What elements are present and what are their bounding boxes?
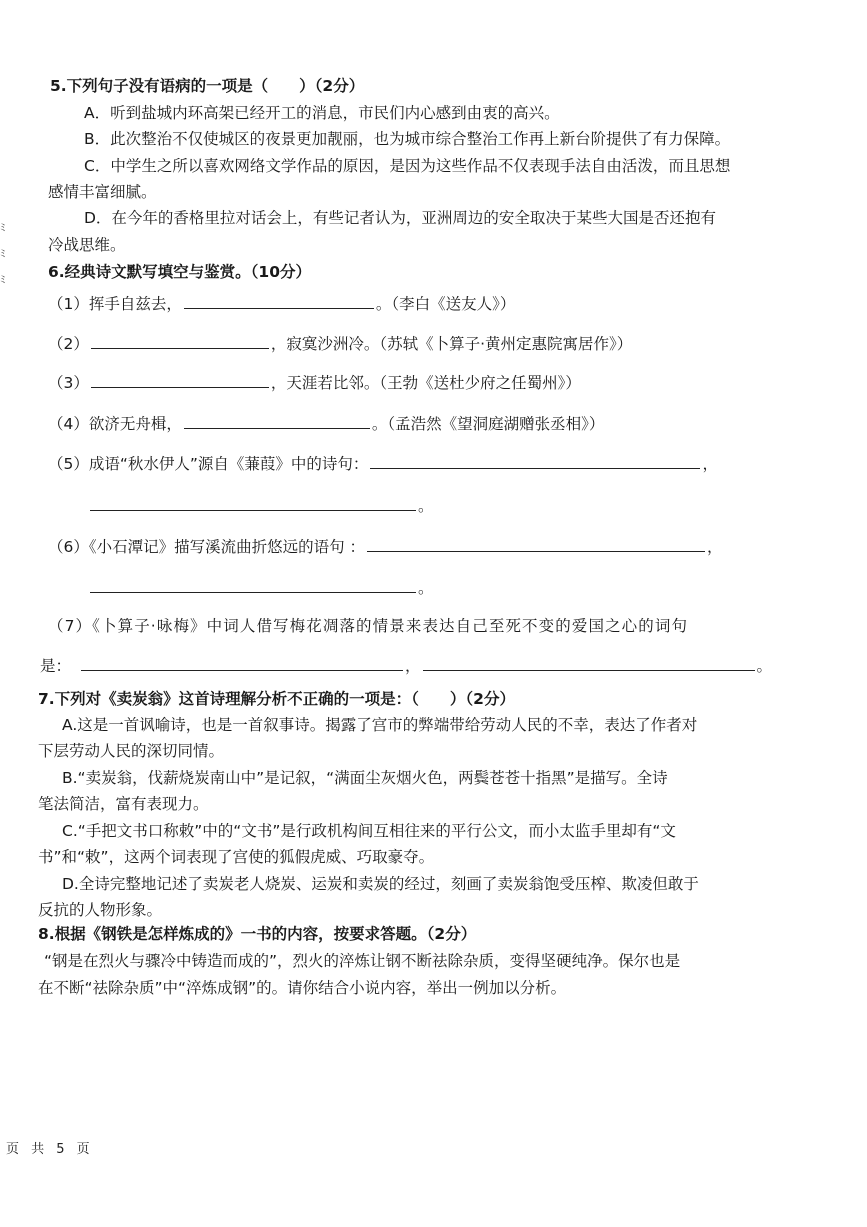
answer-blank[interactable]: [370, 453, 700, 469]
q7-option-c-line2: 书”和“敕”，这两个词表现了宫使的狐假虎威、巧取豪夺。: [38, 848, 435, 866]
answer-blank[interactable]: [81, 655, 403, 671]
q6-item-4: [48, 412, 604, 436]
q6-item-4-suffix: 。（孟浩然《望洞庭湖赠张丞相》）: [371, 415, 605, 433]
q6-item-2: [48, 332, 632, 356]
q6-item-7-comma: ，: [405, 657, 421, 675]
q6-item-5-prefix: （5）成语“秋水伊人”源自《蒹葭》中的诗句：: [48, 455, 369, 473]
q5-option-d-line1: D．在今年的香格里拉对话会上，有些记者认为，亚洲周边的安全取决于某些大国是否还抱有: [84, 209, 716, 227]
q6-item-7-line2: [40, 654, 772, 678]
q6-item-2-prefix: （2）: [48, 335, 89, 353]
q5-option-c-line2: 感情丰富细腻。: [48, 183, 157, 201]
answer-blank[interactable]: [90, 495, 416, 511]
q8-prompt-line1: “钢是在烈火与骤冷中铸造而成的”，烈火的淬炼让钢不断祛除杂质，变得坚硬纯净。保尔也是: [44, 952, 681, 970]
answer-blank[interactable]: [367, 536, 705, 552]
q5-option-b: B．此次整治不仅使城区的夜景更加靓丽，也为城市综合整治工作再上新台阶提供了有力保障。: [84, 130, 731, 148]
q5-option-c-line1: C．中学生之所以喜欢网络文学作品的原因，是因为这些作品不仅表现手法自由活泼，而且思想: [84, 157, 731, 175]
q7-option-c-line1: C.“手把文书口称敕”中的“文书”是行政机构间互相往来的平行公文，而小太监手里却有“文: [62, 822, 676, 840]
answer-blank[interactable]: [91, 372, 269, 388]
q5-option-d-line2: 冷战思维。: [48, 236, 126, 254]
q6-item-5-period: 。: [418, 497, 434, 515]
q6-title: 6.经典诗文默写填空与鉴赏。（10分）: [48, 263, 311, 281]
q6-item-5-comma: ，: [702, 455, 718, 473]
q6-item-5-line2: [88, 494, 434, 518]
q6-item-7-prefix: 是：: [40, 657, 72, 675]
q6-item-1-prefix: （1）挥手自兹去，: [48, 295, 182, 313]
q6-item-7-period: 。: [756, 657, 773, 675]
q5-option-a: A．听到盐城内环高架已经开工的消息，市民们内心感到由衷的高兴。: [84, 104, 560, 122]
q6-item-1: [48, 292, 515, 316]
q6-item-3: [48, 371, 581, 395]
q6-item-4-prefix: （4）欲济无舟楫，: [48, 415, 182, 433]
q6-item-6-period: 。: [418, 579, 434, 597]
answer-blank[interactable]: [184, 413, 370, 429]
answer-blank[interactable]: [90, 577, 416, 593]
q6-item-6-line2: [88, 576, 434, 600]
binding-margin-marks: ﾐ ﾐ ﾐ: [0, 221, 6, 286]
answer-blank[interactable]: [184, 293, 374, 309]
q6-item-3-suffix: ，天涯若比邻。（王勃《送杜少府之任蜀州》）: [270, 374, 581, 392]
q6-item-2-suffix: ，寂寞沙洲冷。（苏轼《卜算子·黄州定惠院寓居作》）: [270, 335, 633, 353]
q5-title: 5.下列句子没有语病的一项是（ ）（2分）: [50, 77, 365, 95]
q7-option-b-line2: 笔法简洁，富有表现力。: [38, 795, 209, 813]
page-footer: 页 共 5 页: [6, 1142, 94, 1157]
q7-option-d-line1: D.全诗完整地记述了卖炭老人烧炭、运炭和卖炭的经过，刻画了卖炭翁饱受压榨、欺凌但敢于: [62, 875, 699, 893]
q8-title: 8.根据《钢铁是怎样炼成的》一书的内容，按要求答题。（2分）: [38, 925, 477, 943]
q7-option-b-line1: B.“卖炭翁，伐薪烧炭南山中”是记叙，“满面尘灰烟火色，两鬓苍苍十指黑”是描写。全诗: [62, 769, 668, 787]
q6-item-1-suffix: 。（李白《送友人》）: [375, 295, 516, 313]
q7-title: 7.下列对《卖炭翁》这首诗理解分析不正确的一项是：（ ）（2分）: [38, 690, 515, 708]
q6-item-5-line1: [48, 452, 718, 476]
answer-blank[interactable]: [91, 333, 269, 349]
q8-prompt-line2: 在不断“祛除杂质”中“淬炼成钢”的。请你结合小说内容，举出一例加以分析。: [38, 979, 567, 997]
q6-item-6-prefix: （6）《小石潭记》描写溪流曲折悠远的语句 ：: [48, 538, 366, 556]
q7-option-a-line2: 下层劳动人民的深切同情。: [38, 742, 225, 760]
q6-item-6-line1: [48, 535, 723, 559]
q7-option-a-line1: A.这是一首讽喻诗，也是一首叙事诗。揭露了宫市的弊端带给劳动人民的不幸，表达了作者对: [62, 716, 698, 734]
q6-item-7-line1: （7）《卜算子·咏梅》中词人借写梅花凋落的情景来表达自己至死不变的爱国之心的词句: [48, 617, 689, 635]
q7-option-d-line2: 反抗的人物形象。: [38, 901, 163, 919]
q6-item-3-prefix: （3）: [48, 374, 89, 392]
answer-blank[interactable]: [423, 655, 755, 671]
q6-item-6-comma: ，: [707, 538, 723, 556]
